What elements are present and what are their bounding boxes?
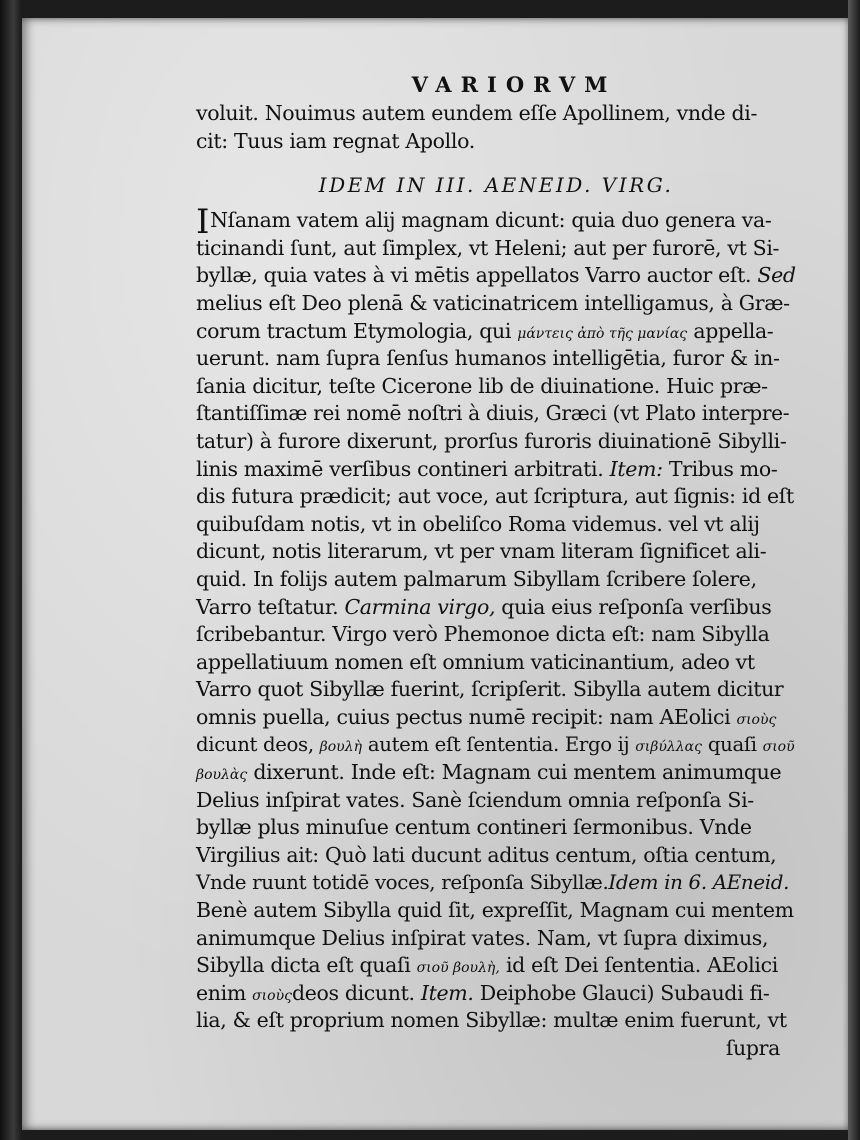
- body-line: Benè autem Sibylla quid ſit, expreſſit, Magnam cui mentem: [196, 898, 794, 923]
- body-line: [196, 980, 796, 1008]
- body-line: [196, 202, 796, 243]
- greek-run: σιοῦ βουλὴ,: [416, 960, 500, 977]
- body-line: [196, 262, 796, 290]
- text-run: Deiphobe Glauci) Subaudi fi-: [479, 980, 770, 1005]
- body-line: ſcribebantur. Virgo verò Phemonoe dicta eſt: nam Sibylla: [196, 622, 770, 647]
- body-line: cit: Tuus iam regnat Apollo.: [196, 128, 475, 153]
- text-run: dixerunt. Inde eſt: Magnam cui mentem animumque: [253, 760, 782, 785]
- drop-cap: I: [196, 202, 210, 243]
- body-line: [196, 456, 796, 484]
- greek-run: σιοῦ: [762, 739, 795, 756]
- text-run: quia eius reſponſa verſibus: [501, 594, 772, 619]
- text-run: dicunt deos,: [196, 733, 314, 757]
- body-line: quibuſdam notis, vt in obeliſco Roma videmus. vel vt alij: [196, 511, 760, 536]
- body-line: Delius inſpirat vates. Sanè ſciendum omnia reſponſa Si-: [196, 787, 754, 812]
- body-line: [196, 704, 796, 732]
- body-line: [196, 594, 796, 622]
- body-line: dis futura prædicit; aut voce, aut ſcriptura, aut ſignis: id eſt: [196, 484, 794, 509]
- text-run: autem eſt ſententia. Ergo ij: [367, 733, 630, 757]
- text-run: linis maximē verſibus contineri arbitrati.: [196, 456, 604, 481]
- body-line: uerunt. nam ſupra ſenſus humanos intelligētia, furor & in-: [196, 346, 780, 371]
- body-line: dicunt, notis literarum, vt per vnam literam ſignificet ali-: [196, 539, 767, 564]
- italic-run: Carmina virgo,: [344, 594, 496, 619]
- body-line: lia, & eſt proprium nomen Sibyllæ: multæ enim fuerunt, vt: [196, 1008, 787, 1033]
- running-head: VARIORVM: [411, 72, 617, 97]
- body-line: [196, 318, 796, 346]
- body-line: Virgilius ait: Quò lati ducunt aditus centum, oſtia centum,: [196, 842, 777, 867]
- greek-run: σιβύλλας: [635, 739, 702, 756]
- body-line: ſtantiſſimæ rei nomē noſtri à diuis, Græci (vt Plato interpre-: [196, 401, 790, 426]
- text-run: Sibylla dicta eſt quaſi: [196, 953, 411, 978]
- italic-run: Item:: [609, 456, 663, 481]
- body-line: [196, 759, 796, 787]
- greek-run: μάντεις ἀπὸ τῆς μανίας: [517, 325, 688, 342]
- body-line: voluit. Nouimus autem eundem eſſe Apollinem, vnde di-: [196, 101, 758, 125]
- body-line: quid. In folijs autem palmarum Sibyllam ſcribere ſolere,: [196, 566, 757, 591]
- greek-run: σιοὺς: [252, 987, 292, 1004]
- text-run: deos dicunt.: [291, 980, 415, 1005]
- text-run: quaſi: [707, 733, 757, 757]
- page-right-edge: [848, 0, 860, 1140]
- text-run: Vnde ruunt totidē voces, reſponſa Sibyllæ.: [196, 871, 609, 895]
- greek-run: βουλὴ: [319, 739, 362, 756]
- text-run: omnis puella, cuius pectus numē recipit: nam AEolici: [196, 704, 731, 729]
- section-heading: IDEM IN III. AENEID. VIRG.: [318, 173, 674, 198]
- body-line: byllæ plus minuſue centum contineri ſermonibus. Vnde: [196, 815, 752, 840]
- text-run: corum tractum Etymologia, qui: [196, 318, 512, 343]
- body-line: [196, 952, 796, 980]
- text-run: byllæ, quia vates à vi mētis appellatos Varro auctor eſt.: [196, 263, 752, 288]
- body-line: melius eſt Deo plenā & vaticinatricem intelligamus, à Græ-: [196, 290, 790, 315]
- body-line: animumque Delius inſpirat vates. Nam, vt ſupra diximus,: [196, 925, 769, 950]
- body-line: Varro quot Sibyllæ fuerint, ſcripſerit. Sibylla autem dicitur: [196, 677, 784, 702]
- greek-run: σιοὺς: [736, 711, 777, 728]
- text-run: id eſt Dei ſententia. AEolici: [505, 953, 778, 978]
- body-line: tatur) à furore dixerunt, prorſus furoris diuinationē Sibylli-: [196, 428, 787, 453]
- body-line: appellatiuum nomen eſt omnium vaticinantium, adeo vt: [196, 649, 755, 674]
- text-run: Tribus mo-: [668, 456, 778, 481]
- body-line: [196, 731, 796, 759]
- italic-run: Idem in 6. AEneid.: [608, 871, 790, 895]
- body-line: ſania dicitur, teſte Cicerone lib de diuinatione. Huic præ-: [196, 373, 768, 398]
- body-line: ticinandi ſunt, aut ſimplex, vt Heleni; aut per furorē, vt Si-: [196, 235, 780, 260]
- text-run: Varro teſtatur.: [196, 594, 339, 619]
- text-block: [196, 70, 796, 1063]
- italic-run: Item.: [420, 980, 474, 1005]
- book-spine-edge: [0, 0, 22, 1140]
- text-run: Nſanam vatem alij magnam dicunt: quia duo genera va-: [210, 208, 772, 233]
- catchword: ſupra: [725, 1036, 780, 1060]
- greek-run: βουλὰς: [196, 767, 248, 784]
- text-run: appella-: [693, 318, 774, 343]
- body-line: [196, 869, 796, 897]
- italic-run: Sed: [757, 263, 796, 288]
- text-run: enim: [196, 980, 246, 1005]
